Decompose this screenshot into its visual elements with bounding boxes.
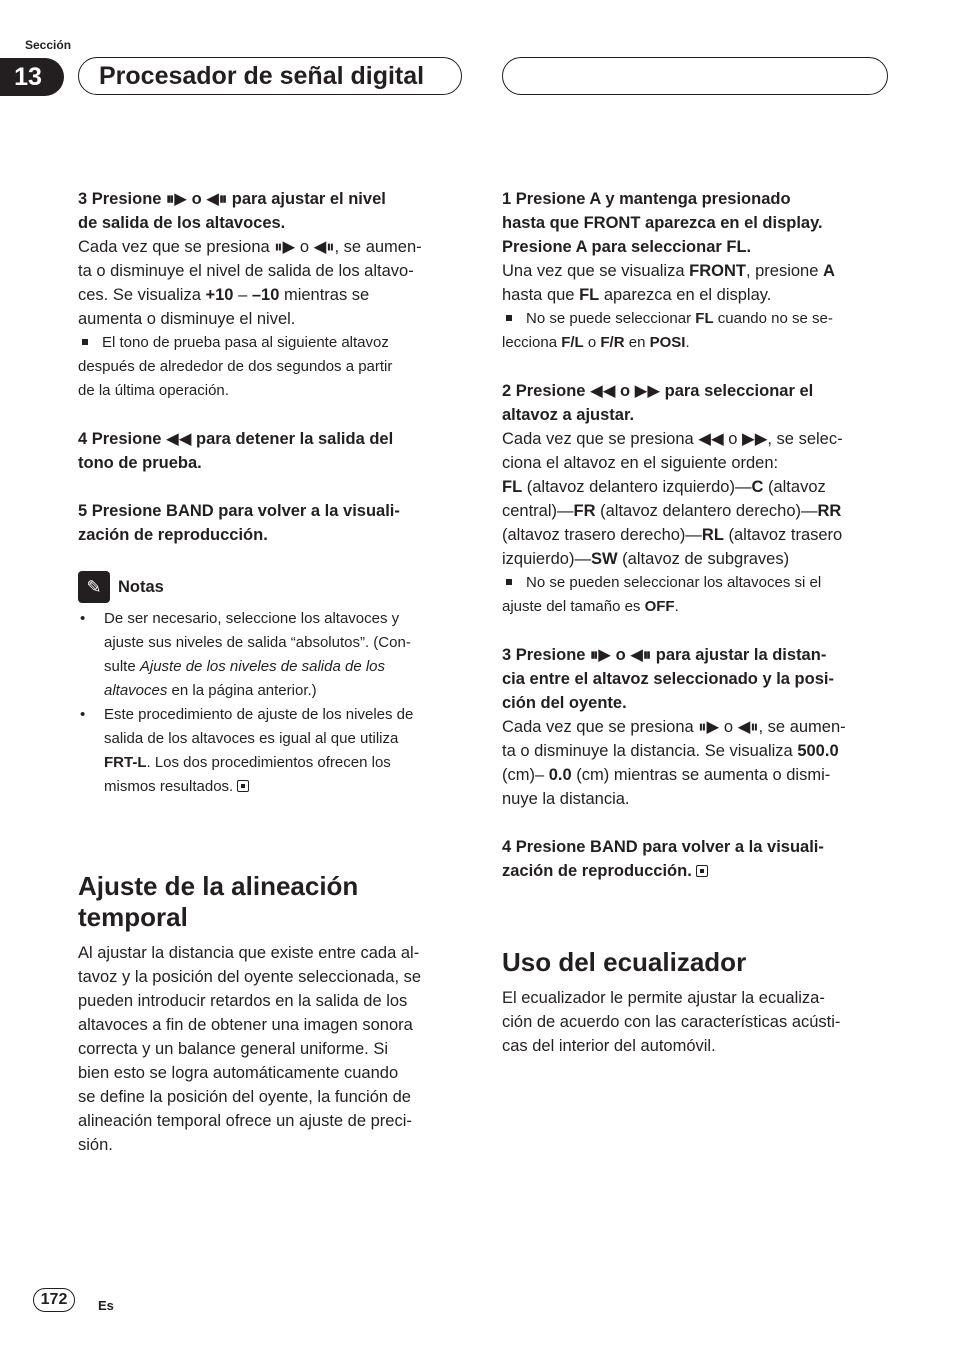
pencil-icon: ✎ bbox=[78, 571, 110, 603]
chapter-title: Procesador de señal digital bbox=[78, 57, 462, 95]
end-mark-icon bbox=[237, 780, 249, 792]
section-number: 13 bbox=[0, 58, 64, 96]
step-1-heading: 1 Presione A y mantenga presionado hasta que FRONT aparezca en el display. Presione A para seleccionar FL. bbox=[502, 190, 823, 256]
step-5-heading: 5 Presione BAND para volver a la visuali- zación de reproducción. bbox=[78, 502, 400, 544]
equalizer-section bbox=[502, 947, 894, 1058]
step-3-heading: 3 Presione ⏸▶ o ◀⏸ para ajustar el nivel de salida de los altavoces. bbox=[78, 190, 386, 232]
note-item: • De ser necesario, seleccione los altavoces y ajuste sus niveles de salida “absolutos”. (Con- sulte Ajuste de los niveles de salida de los altavoces en la página anterior.) bbox=[78, 607, 468, 703]
section-heading: Ajuste de la alineación temporal bbox=[78, 871, 359, 932]
notes-header bbox=[78, 571, 468, 603]
note-square-icon bbox=[506, 315, 512, 321]
step-3-heading: 3 Presione ⏸▶ o ◀⏸ para ajustar la distan- cia entre el altavoz seleccionado y la posi- ción del oyente. bbox=[502, 646, 834, 712]
section-heading: Uso del ecualizador bbox=[502, 947, 747, 977]
page-number: 172 bbox=[33, 1288, 75, 1312]
equalizer-paragraph: El ecualizador le permite ajustar la ecualiza- ción de acuerdo con las características acústi- cas del interior del automóvil. bbox=[502, 989, 841, 1055]
step-3-note: El tono de prueba pasa al siguiente altavoz después de alrededor de dos segundos a partir de la última operación. bbox=[78, 334, 393, 399]
step-3-body: Cada vez que se presiona ⏸▶ o ◀⏸, se aumen- ta o disminuye la distancia. Se visualiza 500.0 (cm)– 0.0 (cm) mientras se aumenta o dismi- nuye la distancia. bbox=[502, 718, 846, 808]
step-4-heading: 4 Presione BAND para volver a la visuali- zación de reproducción. bbox=[502, 838, 824, 880]
end-mark-icon bbox=[696, 865, 708, 877]
language-code: Es bbox=[98, 1298, 114, 1313]
left-column bbox=[78, 187, 468, 799]
time-alignment-section bbox=[78, 871, 468, 1157]
right-column bbox=[502, 187, 894, 883]
section-label: Sección bbox=[25, 38, 72, 52]
step-1-body: Una vez que se visualiza FRONT, presione A hasta que FL aparezca en el display. bbox=[502, 262, 835, 304]
note-square-icon bbox=[82, 339, 88, 345]
step-4-heading: 4 Presione ◀◀ para detener la salida del tono de prueba. bbox=[78, 430, 394, 472]
notes-title: Notas bbox=[118, 578, 164, 596]
step-2-body: Cada vez que se presiona ◀◀ o ▶▶, se selec- ciona el altavoz en el siguiente orden: FL (altavoz delantero izquierdo)—C (altavoz central)—FR (altavoz delantero derecho)—RR (altavoz trasero derecho)—RL (altavoz trasero izquierdo)—SW (altavoz de subgraves) bbox=[502, 430, 843, 568]
step-2-heading: 2 Presione ◀◀ o ▶▶ para seleccionar el altavoz a ajustar. bbox=[502, 382, 814, 424]
note-square-icon bbox=[506, 579, 512, 585]
note-item: • Este procedimiento de ajuste de los niveles de salida de los altavoces es igual al que utiliza FRT-L. Los dos procedimientos ofrecen los mismos resultados. bbox=[78, 703, 468, 799]
step-2-note: No se pueden seleccionar los altavoces si el ajuste del tamaño es OFF. bbox=[502, 574, 822, 615]
step-1-note: No se puede seleccionar FL cuando no se se- lecciona F/L o F/R en POSI. bbox=[502, 310, 833, 351]
notes-list bbox=[78, 607, 468, 799]
time-alignment-paragraph: Al ajustar la distancia que existe entre cada al- tavoz y la posición del oyente seleccionada, se pueden introducir retardos en la salida de los altavoces a fin de obtener una imagen sonora correcta y un balance general uniforme. Si bien esto se logra automáticamente cuando se define la posición del oyente, la función de alineación temporal ofrece un ajuste de preci- sión. bbox=[78, 944, 422, 1154]
step-3-body: Cada vez que se presiona ⏸▶ o ◀⏸, se aumen- ta o disminuye el nivel de salida de los altavo- ces. Se visualiza +10 – –10 mientras se aumenta o disminuye el nivel. bbox=[78, 238, 422, 328]
header-blank-box bbox=[502, 57, 888, 95]
